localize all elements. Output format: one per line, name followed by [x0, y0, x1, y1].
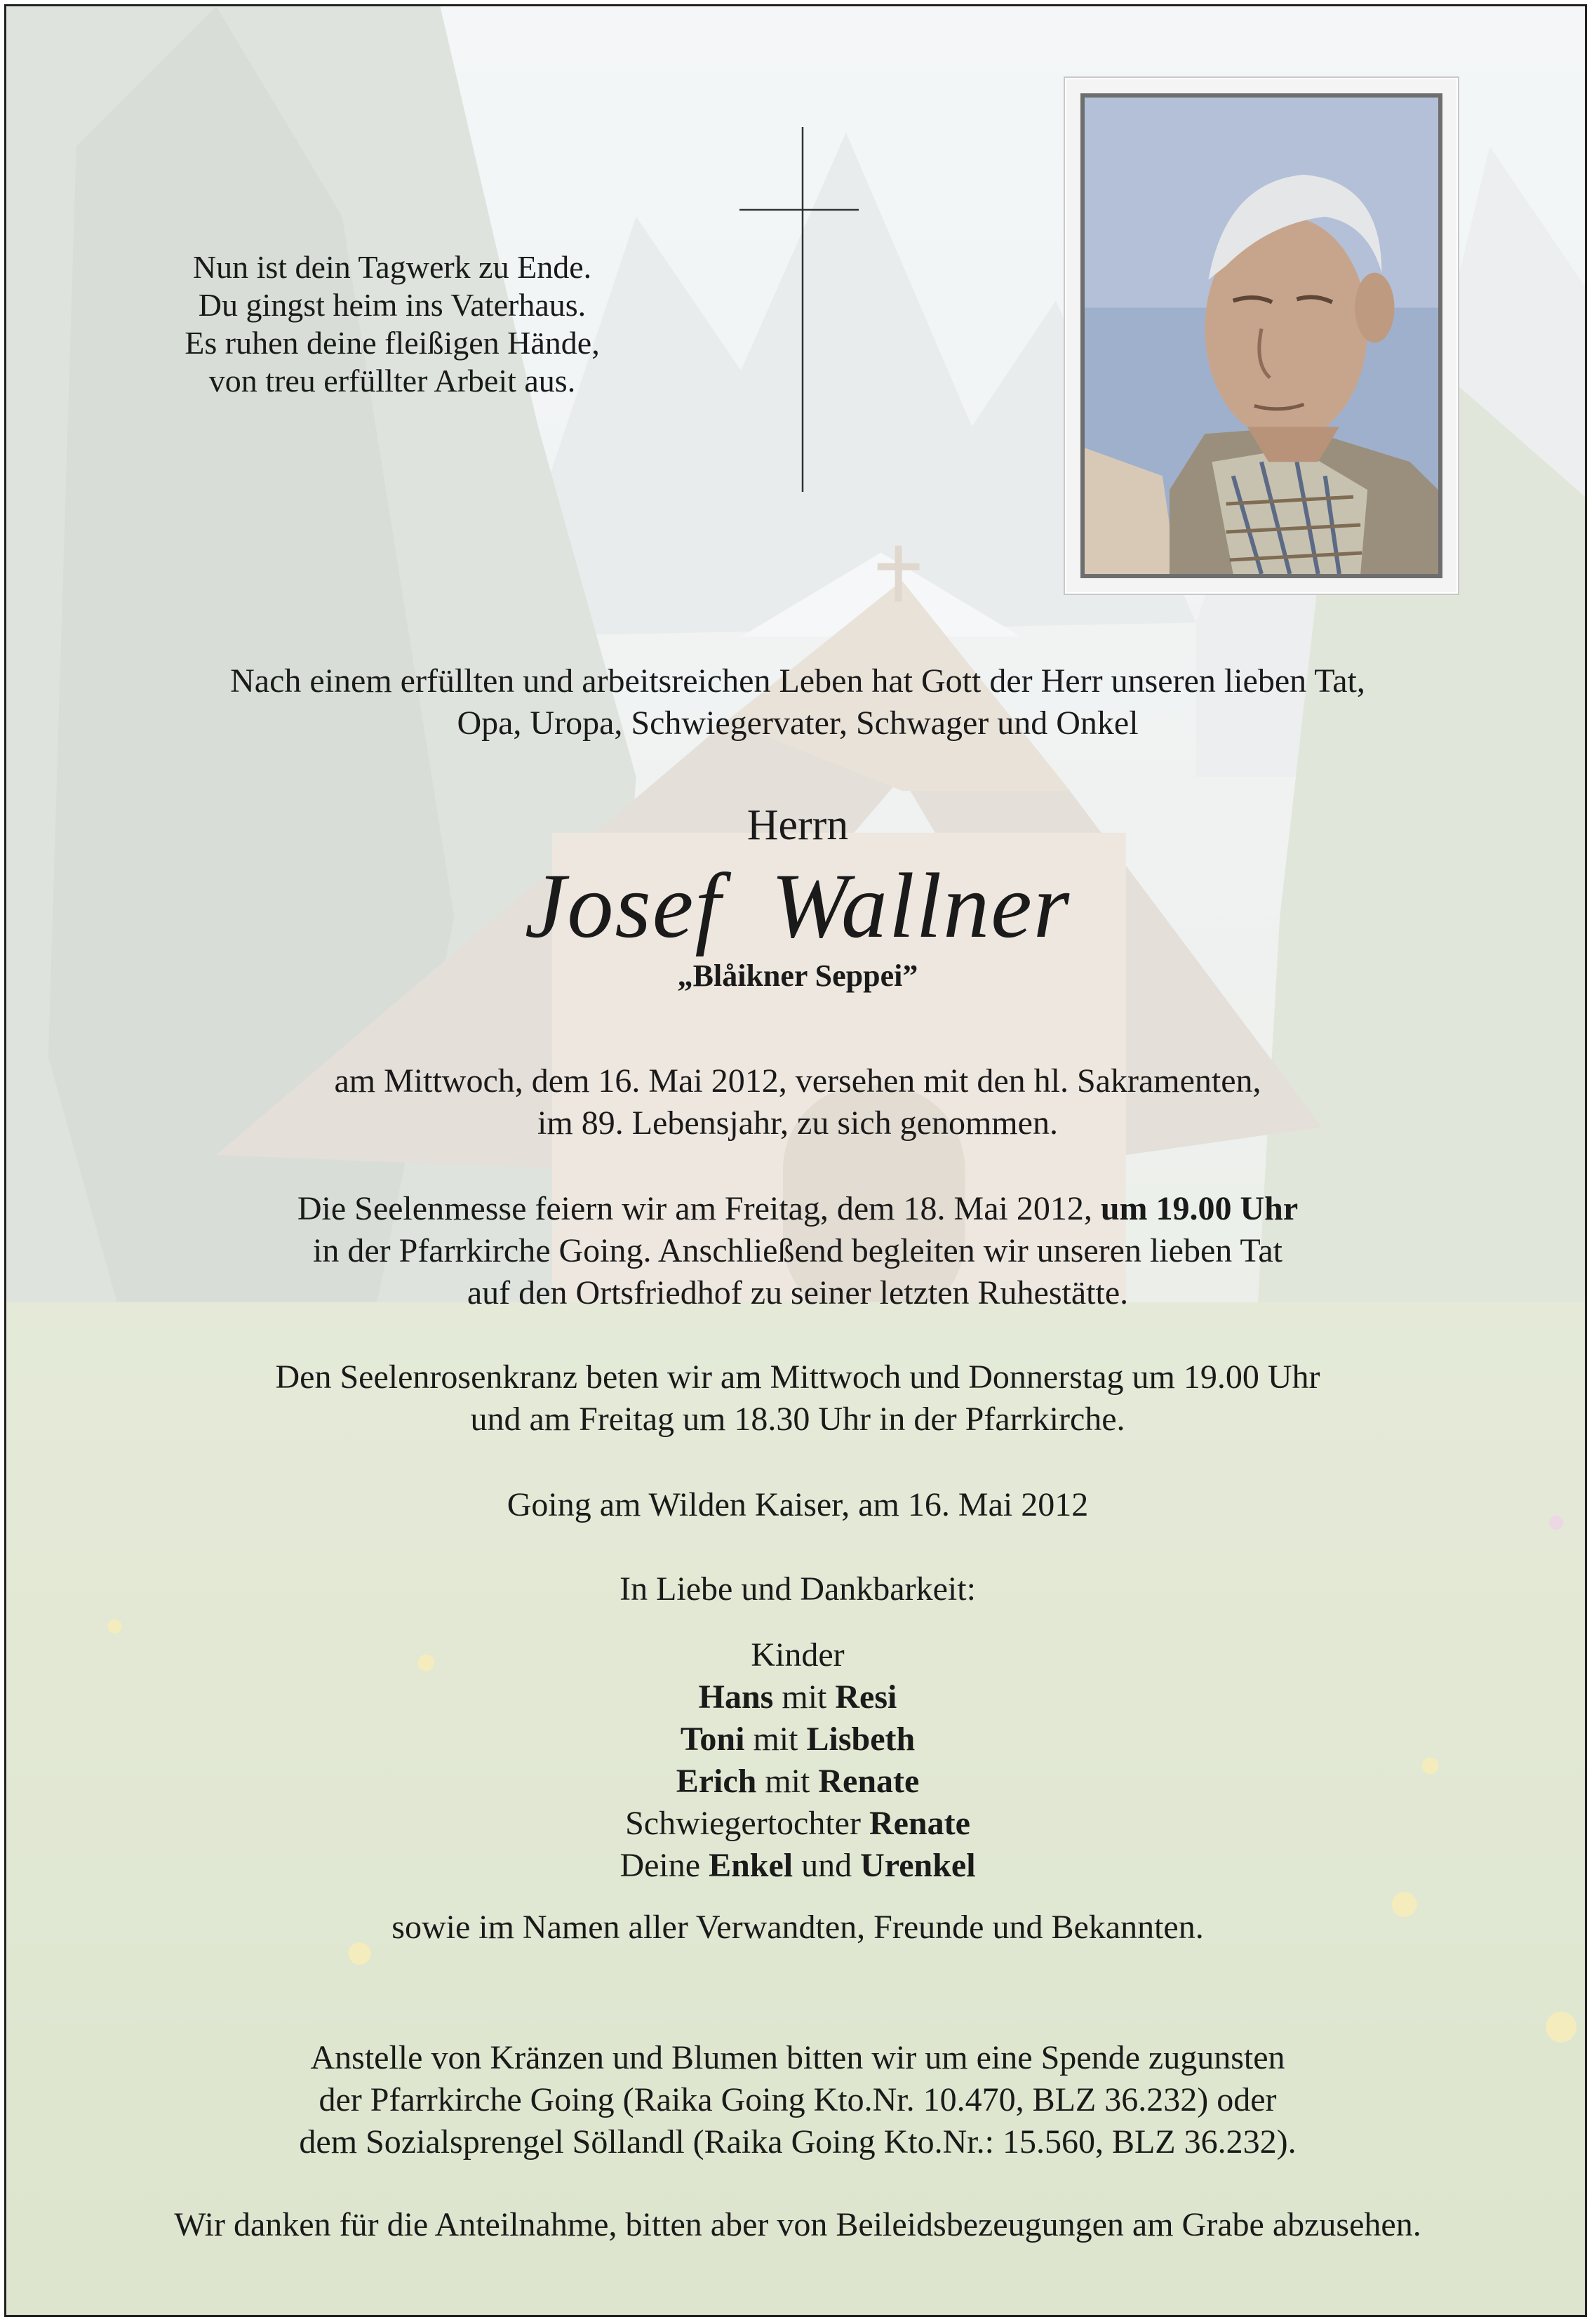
intro-text: [6, 660, 1587, 744]
daughter-in-law: [6, 1803, 1587, 1845]
intro-line: Nach einem erfüllten und arbeitsreichen Leben hat Gott der Herr unseren lieben Tat,: [230, 662, 1365, 700]
love-line: In Liebe und Dankbarkeit:: [619, 1570, 976, 1608]
thanks-line: Wir danken für die Anteilnahme, bitten aber von Beileidsbezeugungen am Grabe abzusehen.: [174, 2206, 1421, 2243]
mit-word: mit: [782, 1678, 827, 1716]
child-name: Erich: [676, 1763, 757, 1800]
relatives-line: sowie im Namen aller Verwandten, Freunde und Bekannten.: [391, 1909, 1204, 1946]
rosary-info: [6, 1356, 1587, 1441]
child-name: Hans: [698, 1678, 774, 1716]
death-notice: [6, 1060, 1587, 1144]
grand-a: Enkel: [709, 1847, 793, 1884]
partner-name: Resi: [835, 1678, 897, 1716]
daughter-in-law-label: Schwiegertochter: [625, 1805, 869, 1842]
death-line: im 89. Lebensjahr, zu sich genommen.: [537, 1104, 1058, 1142]
funeral-mass-info: [6, 1188, 1587, 1314]
obituary-page: [4, 4, 1587, 2317]
family-list: [6, 1634, 1587, 1887]
family-couple: [6, 1761, 1587, 1803]
und-word: und: [801, 1847, 852, 1884]
mit-word: mit: [753, 1721, 798, 1758]
nickname: „Blåikner Seppei”: [677, 959, 918, 993]
deceased-name: Josef Wallner: [524, 854, 1071, 957]
family-heading: Kinder: [751, 1636, 845, 1674]
poem-line: Du gingst heim ins Vaterhaus.: [198, 287, 587, 323]
family-couple: [6, 1676, 1587, 1718]
cross-icon: [739, 127, 859, 492]
grand-prefix: Deine: [619, 1847, 709, 1884]
donation-line: Anstelle von Kränzen und Blumen bitten wir um eine Spende zugunsten: [310, 2039, 1285, 2076]
partner-name: Renate: [818, 1763, 920, 1800]
portrait-frame: [1064, 76, 1459, 595]
rosary-line: und am Freitag um 18.30 Uhr in der Pfarrkirche.: [470, 1401, 1125, 1438]
rosary-line: Den Seelenrosenkranz beten wir am Mittwoch und Donnerstag um 19.00 Uhr: [275, 1358, 1320, 1396]
daughter-in-law-name: Renate: [869, 1805, 970, 1842]
mass-line: [6, 1188, 1587, 1230]
donation-line: dem Sozialsprengel Söllandl (Raika Going Kto.Nr.: 15.560, BLZ 36.232).: [299, 2123, 1297, 2161]
mit-word: mit: [765, 1763, 810, 1800]
mass-time: um 19.00 Uhr: [1100, 1190, 1299, 1227]
poem-line: Nun ist dein Tagwerk zu Ende.: [192, 249, 592, 285]
donation-line: der Pfarrkirche Going (Raika Going Kto.Nr. 10.470, BLZ 36.232) oder: [319, 2081, 1277, 2118]
poem: [133, 248, 652, 400]
donation-request: [6, 2037, 1587, 2163]
death-line: am Mittwoch, dem 16. Mai 2012, versehen mit den hl. Sakramenten,: [334, 1062, 1261, 1100]
grand-b: Urenkel: [860, 1847, 976, 1884]
family-couple: [6, 1718, 1587, 1761]
place-date: Going am Wilden Kaiser, am 16. Mai 2012: [507, 1486, 1089, 1523]
partner-name: Lisbeth: [806, 1721, 916, 1758]
portrait-photo: [1080, 93, 1442, 578]
intro-line: Opa, Uropa, Schwiegervater, Schwager und Onkel: [457, 704, 1139, 742]
poem-line: von treu erfüllter Arbeit aus.: [208, 363, 576, 399]
poem-line: Es ruhen deine fleißigen Hände,: [185, 325, 600, 361]
child-name: Toni: [680, 1721, 745, 1758]
honorific: Herrn: [746, 801, 849, 849]
grandchildren: [6, 1845, 1587, 1887]
mass-line-text: Die Seelenmesse feiern wir am Freitag, dem 18. Mai 2012,: [297, 1190, 1101, 1227]
mass-line: auf den Ortsfriedhof zu seiner letzten Ruhestätte.: [467, 1274, 1129, 1311]
mass-line: in der Pfarrkirche Going. Anschließend begleiten wir unseren lieben Tat: [313, 1232, 1282, 1269]
